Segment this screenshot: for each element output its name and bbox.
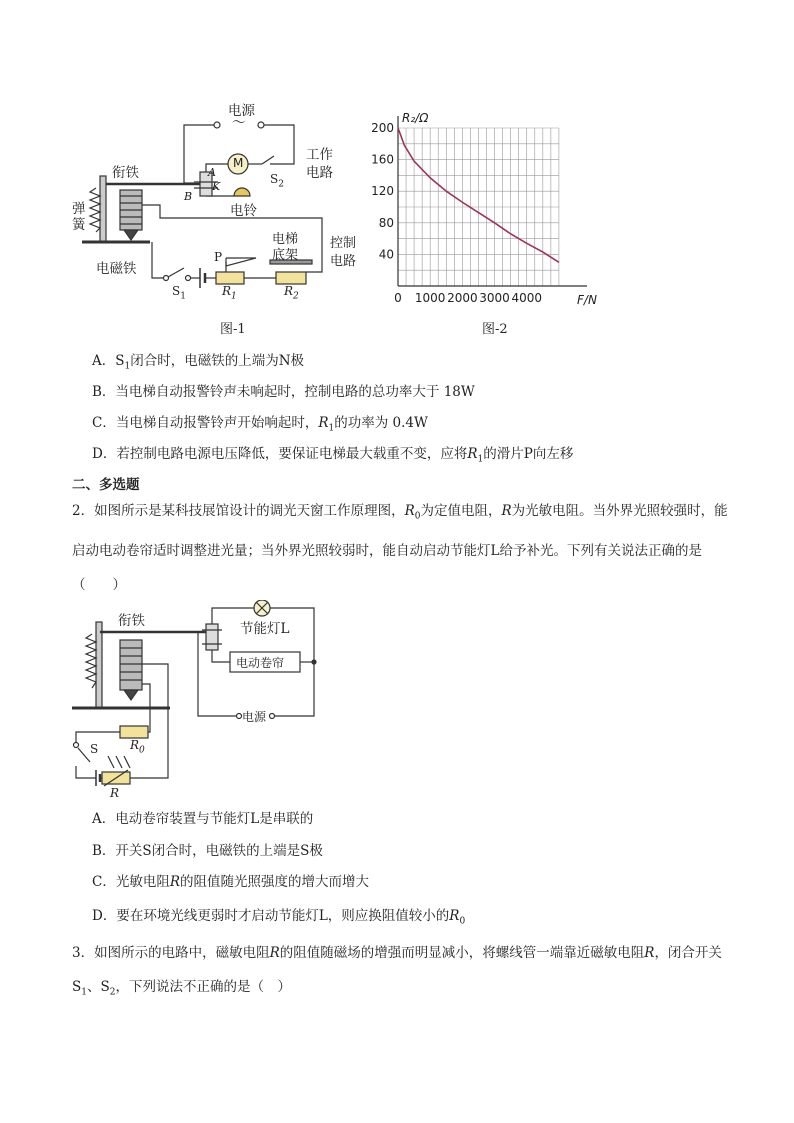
section-heading-multi-choice: 二、多选题 [72,477,140,493]
fig1-k-label: K [212,180,221,193]
y-tick-label: 200 [371,121,394,135]
control-wire-left [152,242,166,278]
q2-fig-r0-label: $R_0$ [130,738,145,756]
fig1-base-label-1: 电梯 [272,232,299,247]
r1-slider [226,258,256,266]
fig1-control-label-1: 控制 [330,236,357,251]
fig2-caption: 图-2 [482,322,508,337]
fig1-r1-label: $R_1$ [222,284,237,302]
y-tick-label: 80 [378,215,394,230]
q2-option-a[interactable]: A．电动卷帘装置与节能灯L是串联的 [92,811,314,827]
q1-option-a[interactable]: A．$S_1$闭合时，电磁铁的上端为N极 [92,353,305,372]
x-tick-label: 2000 [447,291,478,305]
fig1-ac-label: ～ [232,115,246,131]
fig1-caption: 图-1 [220,322,246,337]
y-tick-label: 160 [371,152,394,167]
q2-option-b[interactable]: B．开关S闭合时，电磁铁的上端是S极 [92,843,323,859]
q2-stem: 2．如图所示是某科技展馆设计的调光天窗工作原理图，$R_0$为定值电阻，R为光敏电阻。当外界光照较强时，能启动电动卷帘适时调整进光量；当外界光照较弱时，能自动启动节能灯L给予补光。下列有关说法正确的是（ ） [72,503,728,593]
fig1-motor-label: M [233,156,244,170]
fig1-work-label-2: 电路 [306,165,333,181]
q1-option-c[interactable]: C．当电梯自动报警铃声开始响起时，$R_1$的功率为 0.4W [92,415,428,434]
fig1-work-label-1: 工作 [306,147,333,163]
fig1-armature-label: 衔铁 [112,165,139,181]
r1-resistor [216,272,244,284]
relay-pillar [100,176,106,242]
q2-fig-armature-label: 衔铁 [118,613,145,629]
q1-option-b[interactable]: B．当电梯自动报警铃声未响起时，控制电路的总功率大于 18W [92,384,475,400]
q3-stem: 3．如图所示的电路中，磁敏电阻R的阻值随磁场的增强而明显减小，将螺线管一端靠近磁敏电阻R，闭合开关$S_1$、$S_2$，下列说法不正确的是（ ） [72,945,722,998]
fig1-electromagnet-label: 电磁铁 [96,261,137,277]
fig1-control-label-2: 电路 [330,254,357,269]
y-tick-label: 40 [378,247,394,262]
x-axis-label: F/N [577,293,597,306]
fig1-base-label-2: 底架 [272,248,299,263]
x-tick-label: 4000 [511,291,543,305]
q2-fig-r-label: R [110,786,120,800]
y-axis-label: R₂/Ω [402,111,429,125]
q1-option-d[interactable]: D．若控制电路电源电压降低，要保证电梯最大载重不变，应将$R_1$的滑片P向左移 [92,446,574,465]
s2-blade [262,156,274,164]
y-tick-label: 120 [371,184,394,199]
q2-fig-lamp-label: 节能灯L [240,621,290,637]
q2-fig-s-label: S [90,742,99,756]
fig1-power-label: 电源 [228,103,255,119]
q2-contact-block [206,624,218,650]
fig1-s1-label: $S_1$ [172,284,186,302]
x-tick-label: 1000 [414,291,446,305]
q2-figure-diagram [60,600,340,800]
q2-s-blade [78,748,90,762]
fig1-r2-label: $R_2$ [284,284,299,302]
bell-symbol [234,188,250,196]
q2-spring-symbol [86,634,96,688]
q2-r0-resistor [120,726,148,738]
fig1-bell-label: 电铃 [230,203,257,219]
fig1-a-label: A [208,166,216,179]
x-tick-label: 3000 [479,291,510,305]
fig1-b-label: B [184,190,193,203]
figure-1-diagram [60,98,380,310]
s1-blade [168,268,184,277]
fig1-spring-label-2: 簧 [72,217,86,233]
fig1-s2-label: $S_2$ [270,172,284,190]
q2-option-d[interactable]: D．要在环境光线更弱时才启动节能灯L，则应换阻值较小的$R_0$ [92,908,466,927]
work-circuit-wire-right [264,125,294,164]
r2-resistor [276,272,306,284]
q2-fig-power-label: 电源 [242,710,267,724]
q2-option-c[interactable]: C．光敏电阻R的阻值随光照强度的增大而增大 [92,874,370,890]
q2-fig-curtain-label: 电动卷帘 [236,656,285,670]
q2-relay-pillar [96,622,102,708]
fig1-spring-label-1: 弹 [72,201,86,217]
origin-label: 0 [394,291,402,305]
figure-2-chart [360,106,610,306]
fig1-p-label: P [214,250,223,264]
power-terminal-right [258,122,264,128]
spring-symbol [90,188,100,232]
power-terminal-left [214,122,220,128]
